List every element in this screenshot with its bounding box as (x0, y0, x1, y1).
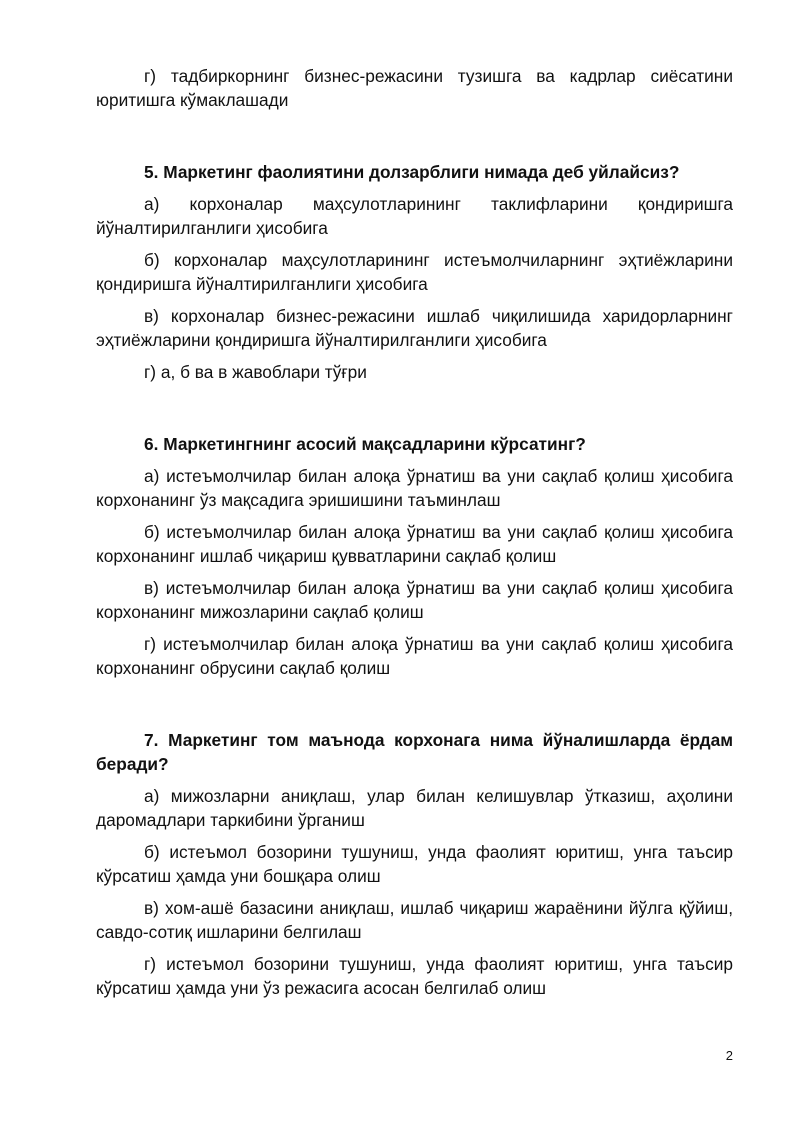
continuation-answer: г) тадбиркорнинг бизнес-режасини тузишга ва кадрлар сиёсатини юритишга кўмаклашади (96, 66, 733, 110)
document-page (96, 64, 733, 1008)
answer-option: г) истеъмолчилар билан алоқа ўрнатиш ва уни сақлаб қолиш ҳисобига корхонанинг обрусини сақлаб қолиш (96, 634, 733, 678)
question-block-7 (96, 728, 733, 1000)
question-block-5 (96, 160, 733, 384)
answer-option: в) хом-ашё базасини аниқлаш, ишлаб чиқариш жараёнини йўлга қўйиш, савдо-сотиқ ишларини белгилаш (96, 898, 733, 942)
answer-option: б) истеъмолчилар билан алоқа ўрнатиш ва уни сақлаб қолиш ҳисобига корхонанинг ишлаб чиқариш қувватларини сақлаб қолиш (96, 522, 733, 566)
question-block-6 (96, 432, 733, 680)
question-title: 7. Маркетинг том маънода корхонага нима йўналишларда ёрдам беради? (96, 730, 733, 774)
question-title: 6. Маркетингнинг асосий мақсадларини кўрсатинг? (144, 434, 586, 454)
answer-option: г) а, б ва в жавоблари тўғри (144, 362, 367, 382)
answer-option: а) корхоналар маҳсулотларининг таклифларини қондиришга йўналтирилганлиги ҳисобига (96, 194, 733, 238)
answer-option: а) истеъмолчилар билан алоқа ўрнатиш ва уни сақлаб қолиш ҳисобига корхонанинг ўз мақсадига эришишини таъминлаш (96, 466, 733, 510)
answer-option: в) истеъмолчилар билан алоқа ўрнатиш ва уни сақлаб қолиш ҳисобига корхонанинг мижозларини сақлаб қолиш (96, 578, 733, 622)
question-title: 5. Маркетинг фаолиятини долзарблиги нимада деб уйлайсиз? (144, 162, 680, 182)
answer-option: б) истеъмол бозорини тушуниш, унда фаолият юритиш, унга таъсир кўрсатиш ҳамда уни бошқара олиш (96, 842, 733, 886)
answer-option: б) корхоналар маҳсулотларининг истеъмолчиларнинг эҳтиёжларини қондиришга йўналтирилганлиги ҳисобига (96, 250, 733, 294)
answer-option: г) истеъмол бозорини тушуниш, унда фаолият юритиш, унга таъсир кўрсатиш ҳамда уни ўз режасига асосан белгилаб олиш (96, 954, 733, 998)
answer-option: а) мижозларни аниқлаш, улар билан келишувлар ўтказиш, аҳолини даромадлари таркибини ўрганиш (96, 786, 733, 830)
page-number: 2 (725, 1048, 733, 1063)
answer-option: в) корхоналар бизнес-режасини ишлаб чиқилишида харидорларнинг эҳтиёжларини қондиришга йўналтирилганлиги ҳисобига (96, 306, 733, 350)
